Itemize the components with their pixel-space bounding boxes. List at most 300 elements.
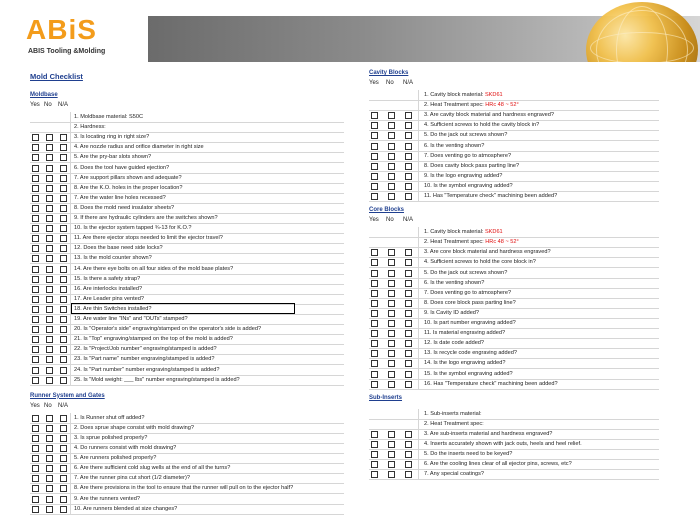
checklist-item-label bbox=[74, 443, 176, 453]
checkbox[interactable] bbox=[60, 276, 67, 283]
checkbox[interactable] bbox=[388, 143, 395, 150]
checkbox[interactable] bbox=[46, 165, 53, 172]
checkbox[interactable] bbox=[388, 371, 395, 378]
checkbox[interactable] bbox=[32, 326, 39, 333]
checkbox[interactable] bbox=[46, 435, 53, 442]
checkbox[interactable] bbox=[32, 475, 39, 482]
checkbox[interactable] bbox=[60, 425, 67, 432]
column-divider bbox=[70, 433, 71, 443]
column-divider bbox=[418, 459, 419, 469]
checkbox[interactable] bbox=[46, 485, 53, 492]
checkbox[interactable] bbox=[60, 326, 67, 333]
checkbox[interactable] bbox=[371, 320, 378, 327]
checkbox[interactable] bbox=[388, 163, 395, 170]
checkbox[interactable] bbox=[46, 326, 53, 333]
checkbox[interactable] bbox=[32, 306, 39, 313]
checkbox[interactable] bbox=[60, 225, 67, 232]
item-text: 8. Does core block pass parting line? bbox=[424, 299, 516, 306]
checkbox[interactable] bbox=[32, 175, 39, 182]
item-text: 14. Is the logo engraving added? bbox=[424, 360, 506, 367]
checkbox[interactable] bbox=[46, 306, 53, 313]
item-text: 14. Are there eye bolts on all four sides of the mold base plates? bbox=[74, 265, 234, 272]
checklist-item-label bbox=[74, 264, 233, 274]
checkbox[interactable] bbox=[32, 316, 39, 323]
checkbox[interactable] bbox=[60, 346, 67, 353]
checkbox[interactable] bbox=[388, 300, 395, 307]
item-text: 5. Are the pry-bar slots shown? bbox=[74, 154, 152, 161]
item-text: 2. Heat Treatment spec: bbox=[424, 102, 486, 109]
column-divider bbox=[70, 253, 71, 263]
checkbox[interactable] bbox=[371, 461, 378, 468]
item-text: 10. Are runners blended at size changes? bbox=[74, 505, 178, 512]
checkbox[interactable] bbox=[60, 445, 67, 452]
checkbox[interactable] bbox=[32, 266, 39, 273]
checkbox[interactable] bbox=[60, 286, 67, 293]
checkbox[interactable] bbox=[405, 320, 412, 327]
checkbox[interactable] bbox=[405, 441, 412, 448]
checkbox[interactable] bbox=[388, 173, 395, 180]
spec-value: SKD61 bbox=[484, 92, 503, 98]
checkbox[interactable] bbox=[46, 475, 53, 482]
checkbox[interactable] bbox=[388, 122, 395, 129]
checkbox[interactable] bbox=[32, 485, 39, 492]
checklist-item-label bbox=[74, 314, 188, 324]
checkbox[interactable] bbox=[46, 205, 53, 212]
checkbox[interactable] bbox=[371, 371, 378, 378]
column-divider bbox=[418, 439, 419, 449]
checklist-item-label bbox=[74, 223, 192, 233]
checkbox[interactable] bbox=[46, 144, 53, 151]
item-text: 11. Is material engraving added? bbox=[424, 330, 506, 337]
column-header: Yes bbox=[369, 217, 379, 224]
checkbox[interactable] bbox=[46, 154, 53, 161]
checkbox[interactable] bbox=[371, 193, 378, 200]
checklist-item-label bbox=[424, 130, 507, 140]
checklist-item-label bbox=[424, 469, 484, 479]
checklist-item-label bbox=[74, 183, 183, 193]
checkbox[interactable] bbox=[46, 276, 53, 283]
column-divider bbox=[70, 142, 71, 152]
checkbox[interactable] bbox=[46, 185, 53, 192]
item-text: 7. Are the water line holes recessed? bbox=[74, 194, 166, 201]
item-text: 5. Do the jack out screws shown? bbox=[424, 269, 508, 276]
spec-value: HRc 48 ~ 52° bbox=[485, 239, 519, 246]
checkbox[interactable] bbox=[405, 270, 412, 277]
checkbox[interactable] bbox=[371, 451, 378, 458]
checkbox[interactable] bbox=[32, 296, 39, 303]
column-divider bbox=[418, 130, 419, 140]
checkbox[interactable] bbox=[371, 280, 378, 287]
checkbox[interactable] bbox=[46, 346, 53, 353]
checkbox[interactable] bbox=[405, 371, 412, 378]
checklist-row bbox=[369, 379, 659, 390]
checkbox[interactable] bbox=[32, 144, 39, 151]
item-text: 6. Are there sufficient cold slug wells at the end of all the turns? bbox=[74, 465, 231, 472]
checkbox[interactable] bbox=[46, 215, 53, 222]
item-text: 2. Heat Treatment spec: bbox=[424, 420, 484, 427]
checkbox[interactable] bbox=[405, 300, 412, 307]
column-divider bbox=[418, 141, 419, 151]
checkbox[interactable] bbox=[371, 163, 378, 170]
column-header: N/A bbox=[58, 402, 69, 409]
checkbox[interactable] bbox=[32, 415, 39, 422]
checkbox[interactable] bbox=[371, 350, 378, 357]
checklist-item-label bbox=[74, 193, 166, 203]
checkbox[interactable] bbox=[46, 415, 53, 422]
checkbox[interactable] bbox=[32, 465, 39, 472]
checklist-item-label bbox=[424, 459, 572, 469]
checklist-item-label bbox=[424, 369, 513, 379]
item-text: 4. Sufficient screws to hold the cavity block in? bbox=[424, 122, 540, 129]
checkbox[interactable] bbox=[60, 367, 67, 374]
column-divider bbox=[70, 112, 71, 122]
checkbox[interactable] bbox=[32, 346, 39, 353]
checkbox[interactable] bbox=[32, 356, 39, 363]
checkbox[interactable] bbox=[60, 266, 67, 273]
checklist-item-label bbox=[424, 278, 484, 288]
checkbox[interactable] bbox=[46, 225, 53, 232]
checkbox[interactable] bbox=[405, 259, 412, 266]
column-divider bbox=[418, 181, 419, 191]
column-divider bbox=[70, 173, 71, 183]
checkbox[interactable] bbox=[388, 249, 395, 256]
checkbox[interactable] bbox=[60, 175, 67, 182]
column-divider bbox=[70, 494, 71, 504]
checkbox[interactable] bbox=[405, 330, 412, 337]
abis-logo bbox=[26, 14, 126, 60]
checkbox[interactable] bbox=[405, 193, 412, 200]
checkbox[interactable] bbox=[46, 296, 53, 303]
checkbox[interactable] bbox=[405, 431, 412, 438]
checkbox[interactable] bbox=[60, 316, 67, 323]
item-text: 16. Are interlocks installed? bbox=[74, 285, 143, 292]
item-text: 10. Is part number engraving added? bbox=[424, 320, 516, 326]
checklist-item-label bbox=[424, 419, 484, 429]
section-title: Moldbase bbox=[30, 92, 58, 98]
checkbox[interactable] bbox=[371, 330, 378, 337]
checkbox[interactable] bbox=[46, 367, 53, 374]
checkbox[interactable] bbox=[46, 455, 53, 462]
checklist-item-label bbox=[424, 439, 582, 449]
checkbox[interactable] bbox=[46, 245, 53, 252]
checklist-item-label bbox=[74, 213, 218, 223]
checkbox[interactable] bbox=[388, 471, 395, 478]
checkbox[interactable] bbox=[388, 132, 395, 139]
checklist-item-label bbox=[74, 423, 194, 433]
checkbox[interactable] bbox=[46, 255, 53, 262]
checkbox[interactable] bbox=[60, 235, 67, 242]
checkbox[interactable] bbox=[388, 451, 395, 458]
checkbox[interactable] bbox=[405, 340, 412, 347]
checkbox[interactable] bbox=[46, 235, 53, 242]
item-text: 8. Are there provisions in the tool to ensure that the runner will pull on to the ejector half? bbox=[74, 485, 294, 492]
checkbox[interactable] bbox=[46, 195, 53, 202]
item-text: 3. Are core block material and hardness engraved? bbox=[424, 249, 551, 256]
checkbox[interactable] bbox=[32, 506, 39, 513]
checkbox[interactable] bbox=[60, 435, 67, 442]
checkbox[interactable] bbox=[60, 195, 67, 202]
checkbox[interactable] bbox=[60, 496, 67, 503]
item-text: 8. Does cavity block pass parting line? bbox=[424, 162, 520, 169]
checkbox[interactable] bbox=[60, 465, 67, 472]
checklist-item-label bbox=[74, 203, 174, 213]
column-divider bbox=[418, 338, 419, 348]
checkbox[interactable] bbox=[32, 235, 39, 242]
checkbox[interactable] bbox=[32, 445, 39, 452]
column-divider bbox=[70, 413, 71, 423]
checklist-item-label bbox=[424, 171, 502, 181]
item-text: 4. Sufficient screws to hold the core block in? bbox=[424, 259, 536, 266]
checkbox[interactable] bbox=[46, 134, 53, 141]
item-text: 6. Does the tool have guided ejection? bbox=[74, 164, 170, 171]
checkbox[interactable] bbox=[46, 336, 53, 343]
item-text: 1. Moldbase material: S50C bbox=[74, 114, 144, 120]
checklist-item-label bbox=[424, 237, 519, 247]
checkbox[interactable] bbox=[46, 425, 53, 432]
item-text: 13. Is the mold counter shown? bbox=[74, 255, 152, 262]
checkbox[interactable] bbox=[388, 112, 395, 119]
item-text: 11. Are there ejector stops needed to limit the ejector travel? bbox=[74, 235, 223, 242]
checkbox[interactable] bbox=[388, 461, 395, 468]
item-text: 6. Is the venting shown? bbox=[424, 142, 485, 149]
checkbox[interactable] bbox=[60, 165, 67, 172]
checkbox[interactable] bbox=[60, 205, 67, 212]
column-header: Yes bbox=[369, 80, 379, 86]
item-text: 3. Is locating ring in right size? bbox=[74, 134, 150, 141]
checkbox[interactable] bbox=[405, 381, 412, 388]
checkbox[interactable] bbox=[46, 506, 53, 513]
checkbox[interactable] bbox=[405, 280, 412, 287]
checkbox[interactable] bbox=[60, 377, 67, 384]
column-divider bbox=[70, 183, 71, 193]
checkbox[interactable] bbox=[388, 193, 395, 200]
checkbox[interactable] bbox=[60, 306, 67, 313]
checkbox[interactable] bbox=[32, 205, 39, 212]
checkbox[interactable] bbox=[46, 286, 53, 293]
checkbox[interactable] bbox=[46, 465, 53, 472]
item-text: 15. Is there a safety strap? bbox=[74, 275, 141, 282]
checkbox[interactable] bbox=[388, 153, 395, 160]
checklist-item-label bbox=[424, 449, 512, 459]
checkbox[interactable] bbox=[32, 367, 39, 374]
checkbox[interactable] bbox=[32, 276, 39, 283]
checkbox[interactable] bbox=[371, 290, 378, 297]
checkbox[interactable] bbox=[371, 173, 378, 180]
checkbox[interactable] bbox=[60, 134, 67, 141]
item-text: 13. Is recycle code engraving added? bbox=[424, 350, 517, 357]
checkbox[interactable] bbox=[32, 185, 39, 192]
checkbox[interactable] bbox=[60, 154, 67, 161]
checkbox[interactable] bbox=[371, 471, 378, 478]
checkbox[interactable] bbox=[371, 249, 378, 256]
checkbox[interactable] bbox=[388, 259, 395, 266]
checkbox[interactable] bbox=[371, 300, 378, 307]
checkbox[interactable] bbox=[371, 340, 378, 347]
checkbox[interactable] bbox=[60, 356, 67, 363]
column-divider bbox=[418, 358, 419, 368]
column-divider bbox=[70, 344, 71, 354]
checkbox[interactable] bbox=[405, 112, 412, 119]
checkbox[interactable] bbox=[32, 245, 39, 252]
checkbox[interactable] bbox=[405, 173, 412, 180]
checkbox[interactable] bbox=[46, 175, 53, 182]
checkbox[interactable] bbox=[32, 154, 39, 161]
column-divider bbox=[70, 504, 71, 514]
checklist-item-label bbox=[424, 268, 507, 278]
checkbox[interactable] bbox=[60, 475, 67, 482]
checkbox[interactable] bbox=[371, 441, 378, 448]
column-divider bbox=[418, 308, 419, 318]
checklist-item-label bbox=[74, 233, 223, 243]
checkbox[interactable] bbox=[32, 215, 39, 222]
checkbox[interactable] bbox=[371, 132, 378, 139]
item-text: 3. Is sprue polished properly? bbox=[74, 434, 148, 441]
checkbox[interactable] bbox=[32, 336, 39, 343]
checkbox[interactable] bbox=[32, 134, 39, 141]
checkbox[interactable] bbox=[60, 255, 67, 262]
checkbox[interactable] bbox=[32, 255, 39, 262]
checkbox[interactable] bbox=[388, 360, 395, 367]
checkbox[interactable] bbox=[371, 270, 378, 277]
checkbox[interactable] bbox=[388, 183, 395, 190]
checkbox[interactable] bbox=[32, 286, 39, 293]
checkbox[interactable] bbox=[405, 143, 412, 150]
checkbox[interactable] bbox=[371, 112, 378, 119]
checkbox[interactable] bbox=[388, 350, 395, 357]
checkbox[interactable] bbox=[371, 360, 378, 367]
item-text: 20. Is "Operator's side" engraving/stamped on the operator's side is added? bbox=[74, 326, 262, 333]
item-text: 16. Has "Temperature check" machining been added? bbox=[424, 380, 558, 387]
checkbox[interactable] bbox=[32, 496, 39, 503]
spec-value: SKD61 bbox=[484, 229, 503, 236]
checkbox[interactable] bbox=[388, 290, 395, 297]
checkbox[interactable] bbox=[32, 455, 39, 462]
checkbox[interactable] bbox=[388, 310, 395, 317]
checklist-row bbox=[30, 504, 344, 515]
item-text: 2. Heat Treatment spec: bbox=[424, 239, 486, 246]
column-divider bbox=[70, 294, 71, 304]
checkbox[interactable] bbox=[32, 165, 39, 172]
column-divider bbox=[418, 318, 419, 328]
checkbox[interactable] bbox=[388, 270, 395, 277]
checklist-item-label bbox=[74, 324, 261, 334]
column-divider bbox=[70, 354, 71, 364]
column-divider bbox=[70, 243, 71, 253]
item-text: 15. Is the symbol engraving added? bbox=[424, 370, 513, 377]
checkbox[interactable] bbox=[388, 330, 395, 337]
checklist-item-label bbox=[74, 142, 204, 152]
checkbox[interactable] bbox=[60, 185, 67, 192]
checkbox[interactable] bbox=[60, 336, 67, 343]
checkbox[interactable] bbox=[60, 144, 67, 151]
checkbox[interactable] bbox=[46, 445, 53, 452]
checkbox[interactable] bbox=[405, 122, 412, 129]
checkbox[interactable] bbox=[405, 163, 412, 170]
checkbox[interactable] bbox=[405, 360, 412, 367]
checklist-item-label bbox=[424, 379, 558, 389]
column-divider bbox=[70, 365, 71, 375]
checkbox[interactable] bbox=[60, 485, 67, 492]
item-text: 11. Has "Temperature check" machining been added? bbox=[424, 193, 558, 199]
checkbox[interactable] bbox=[388, 340, 395, 347]
column-divider bbox=[70, 304, 71, 314]
column-divider bbox=[70, 453, 71, 463]
checkbox[interactable] bbox=[32, 435, 39, 442]
checkbox[interactable] bbox=[60, 215, 67, 222]
item-text: 2. Hardness: bbox=[74, 124, 106, 131]
checkbox[interactable] bbox=[405, 471, 412, 478]
checklist-item-label bbox=[424, 181, 513, 191]
checkbox[interactable] bbox=[46, 356, 53, 363]
checkbox[interactable] bbox=[405, 132, 412, 139]
checkbox[interactable] bbox=[405, 249, 412, 256]
checkbox[interactable] bbox=[405, 310, 412, 317]
checkbox[interactable] bbox=[405, 461, 412, 468]
checklist-item-label bbox=[424, 328, 505, 338]
checkbox[interactable] bbox=[371, 143, 378, 150]
checkbox[interactable] bbox=[371, 259, 378, 266]
column-divider bbox=[418, 100, 419, 110]
checklist-item-label bbox=[74, 112, 143, 122]
checkbox[interactable] bbox=[388, 431, 395, 438]
column-divider bbox=[70, 213, 71, 223]
checkbox[interactable] bbox=[405, 153, 412, 160]
checkbox[interactable] bbox=[371, 153, 378, 160]
checkbox[interactable] bbox=[371, 183, 378, 190]
checklist-item-label bbox=[74, 365, 219, 375]
checkbox[interactable] bbox=[46, 316, 53, 323]
checkbox[interactable] bbox=[60, 506, 67, 513]
column-divider bbox=[418, 151, 419, 161]
column-divider bbox=[70, 122, 71, 132]
checkbox[interactable] bbox=[388, 320, 395, 327]
checkbox[interactable] bbox=[388, 441, 395, 448]
checkbox[interactable] bbox=[388, 381, 395, 388]
checkbox[interactable] bbox=[32, 425, 39, 432]
checklist-item-label bbox=[424, 151, 511, 161]
checkbox[interactable] bbox=[46, 266, 53, 273]
checkbox[interactable] bbox=[32, 195, 39, 202]
column-header: No bbox=[44, 402, 52, 409]
checkbox[interactable] bbox=[60, 245, 67, 252]
checkbox[interactable] bbox=[46, 377, 53, 384]
checkbox[interactable] bbox=[388, 280, 395, 287]
checkbox[interactable] bbox=[46, 496, 53, 503]
checkbox[interactable] bbox=[371, 381, 378, 388]
checkbox[interactable] bbox=[32, 225, 39, 232]
checklist-item-label bbox=[74, 453, 156, 463]
checkbox[interactable] bbox=[60, 415, 67, 422]
checklist-item-label bbox=[424, 161, 519, 171]
column-divider bbox=[70, 274, 71, 284]
checkbox[interactable] bbox=[32, 377, 39, 384]
checkbox[interactable] bbox=[371, 310, 378, 317]
checkbox[interactable] bbox=[371, 431, 378, 438]
checklist-item-label bbox=[74, 463, 230, 473]
column-header: N/A bbox=[58, 102, 69, 108]
checkbox[interactable] bbox=[405, 290, 412, 297]
column-divider bbox=[70, 233, 71, 243]
checkbox[interactable] bbox=[405, 183, 412, 190]
checkbox[interactable] bbox=[371, 122, 378, 129]
checkbox[interactable] bbox=[405, 350, 412, 357]
item-text: 7. Does venting go to atmosphere? bbox=[424, 152, 512, 159]
column-divider bbox=[418, 268, 419, 278]
checklist-item-label bbox=[74, 483, 293, 493]
checkbox[interactable] bbox=[60, 296, 67, 303]
checkbox[interactable] bbox=[405, 451, 412, 458]
checkbox[interactable] bbox=[60, 455, 67, 462]
